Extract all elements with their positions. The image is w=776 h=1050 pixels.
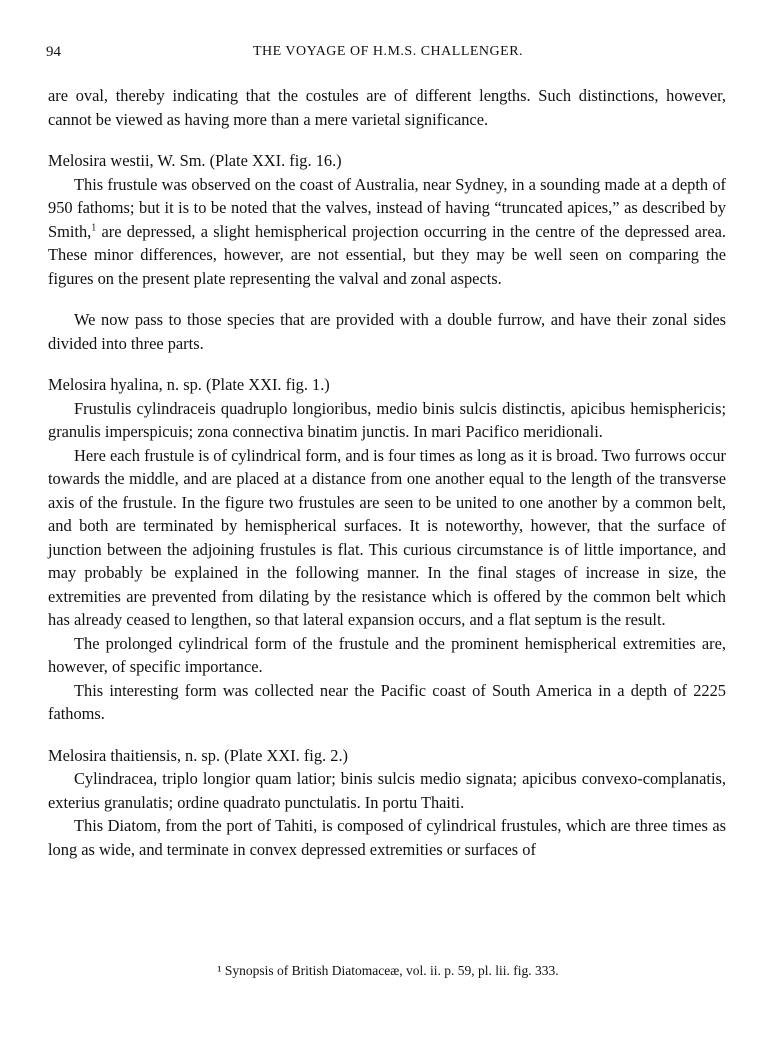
paragraph-hyalina-importance: The prolonged cylindrical form of the frustule and the prominent hemispherical extremities are, however, of specific importance. [48,633,726,676]
paragraph-westii-description [48,173,726,291]
paragraph-continued: are oval, thereby indicating that the costules are of different lengths. Such distinctions, however, cannot be viewed as having more than a mere varietal significance. [48,86,726,129]
species-heading-hyalina: Melosira hyalina, n. sp. (Plate XXI. fig. 1.) [48,375,330,394]
westii-text-b: are depressed, a slight hemispherical projection occurring in the centre of the depressed area. These minor differences, however, are not essential, but they may be well seen on comparing the figures on the present plate representing the valval and zonal aspects. [48,221,726,288]
page-number: 94 [46,44,61,60]
paragraph-hyalina-description: Here each frustule is of cylindrical form, and is four times as long as it is broad. Two furrows occur towards the middle, and are placed at a distance from one another equal to the length of the transverse axis of the frustule. In the figure two frustules are seen to be united to one another by a common belt, and both are terminated by hemispherical surfaces. It is noteworthy, however, that the surface of junction between the adjoining frustules is flat. This curious circumstance is of little importance, and may probably be explained in the following manner. In the final stages of increase in size, the extremities are prevented from dilating by the resistance which is offered by the common belt which has already ceased to lengthen, so that lateral expansion occurs, and a flat septum is the result. [48,445,726,629]
footnote: ¹ Synopsis of British Diatomaceæ, vol. ii. p. 59, pl. lii. fig. 333. [217,963,559,978]
paragraph-thaitiensis-description: This Diatom, from the port of Tahiti, is composed of cylindrical frustules, which are three times as long as wide, and terminate in convex depressed extremities or surfaces of [48,816,726,859]
footnote-reference: 1 [91,222,97,234]
paragraph-hyalina-locality: This interesting form was collected near the Pacific coast of South America in a depth of 2225 fathoms. [48,680,726,723]
running-title: THE VOYAGE OF H.M.S. CHALLENGER. [252,44,524,59]
species-heading-westii: Melosira westii, W. Sm. (Plate XXI. fig. 16.) [48,151,342,170]
page-header [46,44,730,66]
westii-text-a: This frustule was observed on the coast of Australia, near Sydney, in a sounding made at a depth of 950 fathoms; but it is to be noted that the valves, instead of having “truncated apices,” as described by Smith, [48,174,726,241]
page-body [48,84,726,861]
paragraph-hyalina-latin: Frustulis cylindraceis quadruplo longioribus, medio binis sulcis distinctis, apicibus hemisphericis; granulis imperspicuis; zona connectiva binatim junctis. In mari Pacifico meridionali. [48,398,726,441]
paragraph-double-furrow: We now pass to those species that are provided with a double furrow, and have their zonal sides divided into three parts. [48,310,726,353]
species-heading-thaitiensis: Melosira thaitiensis, n. sp. (Plate XXI. fig. 2.) [48,745,348,765]
paragraph-thaitiensis-latin: Cylindracea, triplo longior quam latior; binis sulcis medio signata; apicibus convexo-complanatis, exterius granulatis; ordine quadrato punctulatis. In portu Thaiti. [48,769,726,812]
